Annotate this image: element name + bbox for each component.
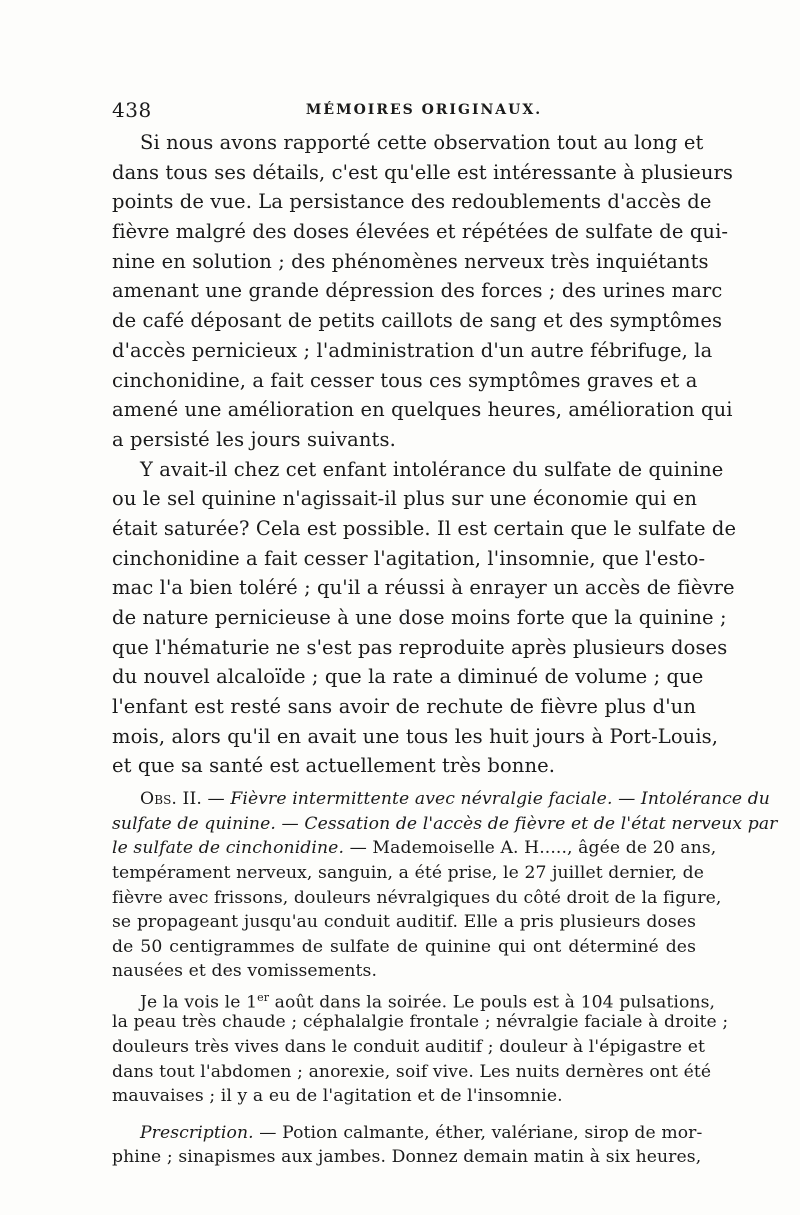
text-line: phine ; sinapismes aux jambes. Donnez demain matin à six heures,: [112, 1147, 702, 1168]
text-line: amené une amélioration en quelques heures, amélioration qui: [112, 398, 733, 422]
text-line: dans tous ses détails, c'est qu'elle est intéressante à plusieurs: [112, 160, 734, 184]
observation-label: Obs. II.: [140, 789, 202, 810]
text-line: se propageant jusqu'au conduit auditif. Elle a pris plusieurs doses: [112, 912, 696, 933]
text-line: que l'hématurie ne s'est pas reproduite après plusieurs doses: [112, 635, 728, 659]
observation-title: sulfate de quinine. — Cessation de l'accès de fièvre et de l'état nerveux par: [112, 813, 778, 834]
text-line: de 50 centigrammes de sulfate de quinine qui ont déterminé des: [112, 936, 696, 957]
text-line: mois, alors qu'il en avait une tous les huit jours à Port-Louis,: [112, 724, 719, 748]
text-line: nausées et des vomissements.: [112, 961, 378, 982]
text-line: d'accès pernicieux ; l'administration d'un autre fébrifuge, la: [112, 338, 713, 362]
text-line: cinchonidine a fait cesser l'agitation, l'insomnie, que l'esto-: [112, 546, 706, 570]
text-line: fièvre avec frissons, douleurs névralgiques du côté droit de la figure,: [112, 887, 722, 908]
text-line: de café déposant de petits caillots de sang et des symptômes: [112, 309, 723, 333]
observation-heading-line: [112, 787, 770, 812]
visit-paragraph: [112, 986, 729, 1109]
text-line: l'enfant est resté sans avoir de rechute de fièvre plus d'un: [112, 695, 696, 719]
text-line: mauvaises ; il y a eu de l'agitation et de l'insomnie.: [112, 1086, 563, 1107]
text-line: Si nous avons rapporté cette observation tout au long et: [140, 131, 704, 154]
text-line: points de vue. La persistance des redoublements d'accès de: [112, 190, 712, 214]
text-line: du nouvel alcaloïde ; que la rate a diminué de volume ; que: [112, 665, 704, 689]
text-line: et que sa santé est actuellement très bonne.: [112, 754, 556, 778]
prescription-paragraph: [112, 1121, 703, 1170]
visit-text: Je la vois le 1: [140, 992, 258, 1013]
text-line: ou le sel quinine n'agissait-il plus sur une économie qui en: [112, 487, 698, 511]
prescription-text: — Potion calmante, éther, valériane, sirop de mor-: [253, 1122, 703, 1143]
text-line: cinchonidine, a fait cesser tous ces symptômes graves et a: [112, 368, 698, 392]
observation-heading-line: [112, 836, 717, 861]
visit-text: août dans la soirée. Le pouls est à 104 pulsations,: [269, 992, 716, 1013]
ordinal-superscript: er: [257, 990, 270, 1004]
observation-case: [112, 787, 778, 984]
text-line: nine en solution ; des phénomènes nerveux très inquiétants: [112, 249, 709, 273]
observation-title: le sulfate de cinchonidine.: [112, 838, 345, 859]
text-line: était saturée? Cela est possible. Il est certain que le sulfate de: [112, 516, 737, 540]
text-line: a persisté les jours suivants.: [112, 427, 396, 451]
text-line: la peau très chaude ; céphalalgie frontale ; névralgie faciale à droite ;: [112, 1012, 729, 1033]
paragraph-conclusion: [112, 128, 734, 455]
text-line: [112, 1121, 703, 1146]
observation-patient: — Mademoiselle A. H....., âgée de 20 ans,: [344, 838, 717, 859]
paragraph-discussion: [112, 455, 737, 782]
text-line: Y avait-il chez cet enfant intolérance du sulfate de quinine: [140, 457, 724, 481]
prescription-label: Prescription.: [140, 1122, 254, 1143]
text-line: [112, 986, 716, 1013]
body-text: [112, 128, 778, 1170]
text-line: amenant une grande dépression des forces ; des urines marc: [112, 279, 723, 303]
text-line: mac l'a bien toléré ; qu'il a réussi à enrayer un accès de fièvre: [112, 576, 735, 600]
page-number: 438: [112, 98, 152, 122]
text-line: de nature pernicieuse à une dose moins forte que la quinine ;: [112, 606, 727, 629]
text-line: tempérament nerveux, sanguin, a été prise, le 27 juillet dernier, de: [112, 862, 704, 883]
running-head: MÉMOIRES ORIGINAUX.: [305, 102, 543, 118]
observation-title: — Fièvre intermittente avec névralgie faciale. — Intolérance du: [207, 789, 770, 810]
text-line: dans tout l'abdomen ; anorexie, soif vive. Les nuits dernères ont été: [112, 1061, 712, 1082]
observation-heading-line: [112, 812, 778, 837]
text-line: douleurs très vives dans le conduit auditif ; douleur à l'épigastre et: [112, 1037, 705, 1058]
page-header: [112, 98, 696, 124]
text-line: fièvre malgré des doses élevées et répétées de sulfate de qui-: [112, 220, 729, 244]
